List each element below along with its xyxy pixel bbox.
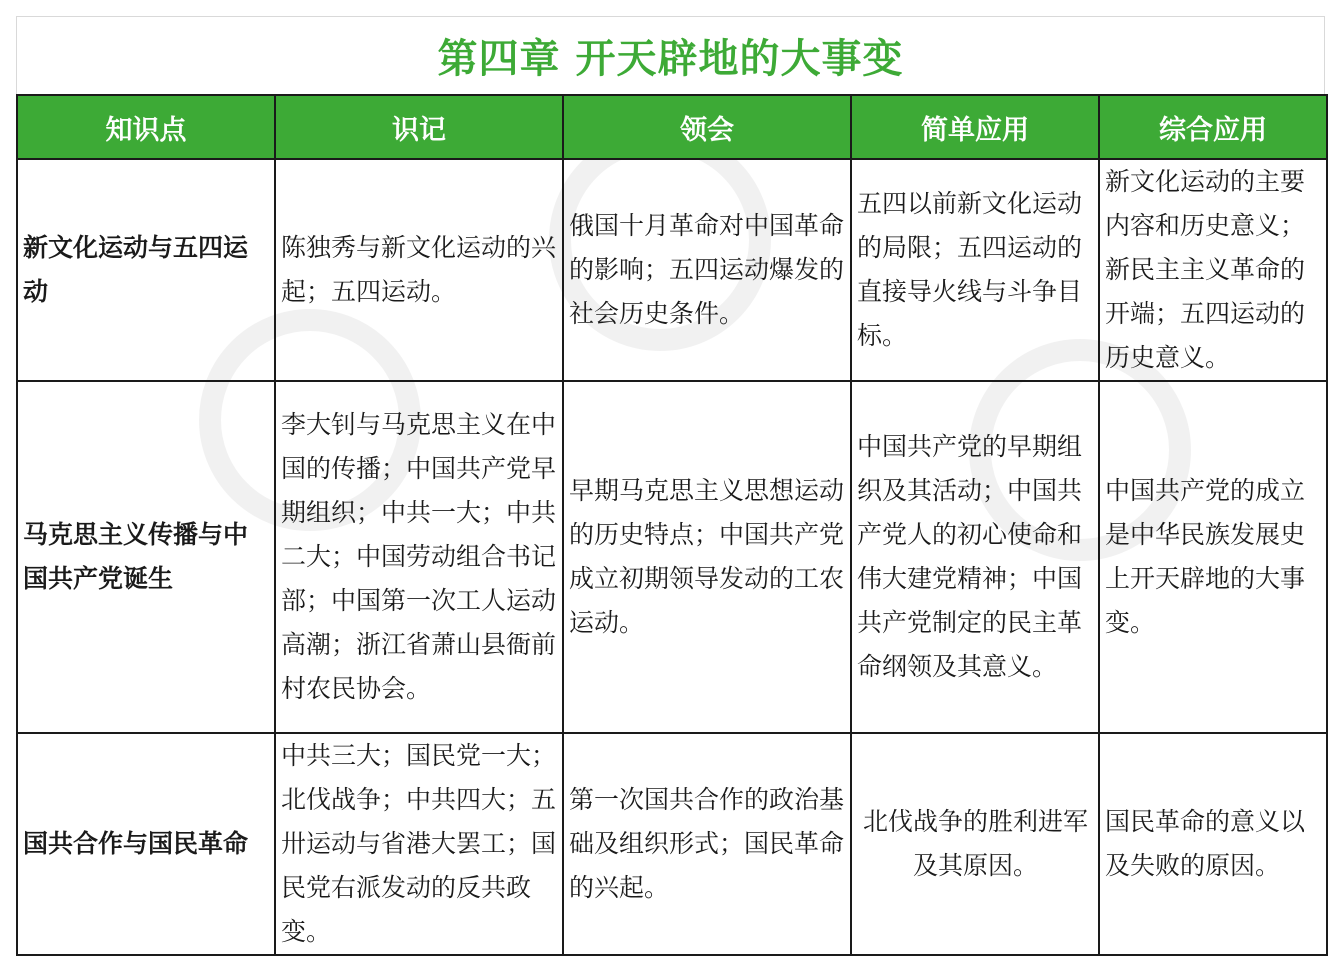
cell-knowledge-point: 新文化运动与五四运动 [17, 159, 275, 381]
syllabus-table [16, 94, 1328, 956]
header-recall: 识记 [275, 95, 563, 159]
cell-knowledge-point: 国共合作与国民革命 [17, 733, 275, 955]
title-bar [16, 16, 1325, 94]
cell-knowledge-point: 马克思主义传播与中国共产党诞生 [17, 381, 275, 733]
cell-comprehensive-application: 国民革命的意义以及失败的原因。 [1099, 733, 1327, 955]
table-row [17, 381, 1327, 733]
header-comprehensive-application: 综合应用 [1099, 95, 1327, 159]
header-knowledge-point: 知识点 [17, 95, 275, 159]
page-title: 第四章 开天辟地的大事变 [437, 36, 904, 82]
cell-comprehension: 第一次国共合作的政治基础及组织形式；国民革命的兴起。 [563, 733, 851, 955]
cell-recall: 中共三大；国民党一大；北伐战争；中共四大；五卅运动与省港大罢工；国民党右派发动的反共政变。 [275, 733, 563, 955]
cell-comprehensive-application: 新文化运动的主要内容和历史意义；新民主主义革命的开端；五四运动的历史意义。 [1099, 159, 1327, 381]
cell-recall: 陈独秀与新文化运动的兴起；五四运动。 [275, 159, 563, 381]
table-row [17, 733, 1327, 955]
cell-simple-application: 北伐战争的胜利进军及其原因。 [851, 733, 1099, 955]
cell-recall: 李大钊与马克思主义在中国的传播；中国共产党早期组织；中共一大；中共二大；中国劳动组合书记部；中国第一次工人运动高潮；浙江省萧山县衙前村农民协会。 [275, 381, 563, 733]
cell-comprehension: 俄国十月革命对中国革命的影响；五四运动爆发的社会历史条件。 [563, 159, 851, 381]
cell-comprehension: 早期马克思主义思想运动的历史特点；中国共产党成立初期领导发动的工农运动。 [563, 381, 851, 733]
cell-comprehensive-application: 中国共产党的成立是中华民族发展史上开天辟地的大事变。 [1099, 381, 1327, 733]
cell-simple-application: 五四以前新文化运动的局限；五四运动的直接导火线与斗争目标。 [851, 159, 1099, 381]
header-simple-application: 简单应用 [851, 95, 1099, 159]
cell-simple-application: 中国共产党的早期组织及其活动；中国共产党人的初心使命和伟大建党精神；中国共产党制定的民主革命纲领及其意义。 [851, 381, 1099, 733]
header-row [17, 95, 1327, 159]
header-comprehension: 领会 [563, 95, 851, 159]
table-row [17, 159, 1327, 381]
